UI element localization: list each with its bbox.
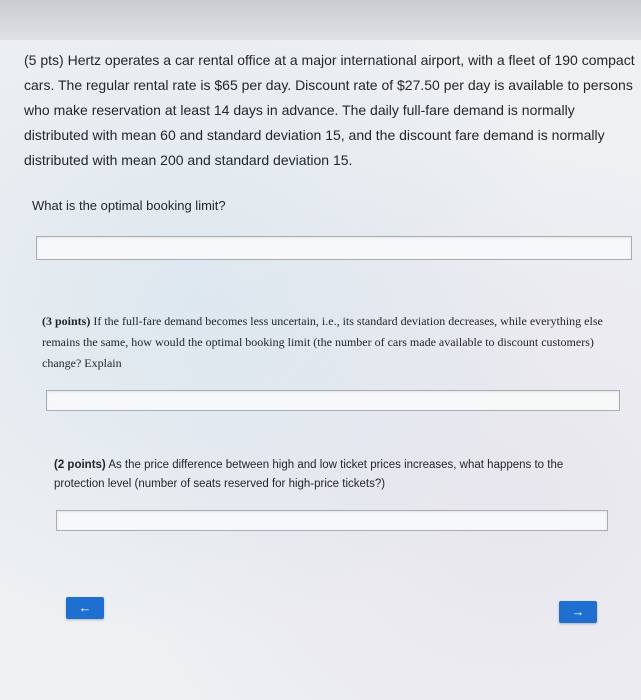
question-1-text — [24, 48, 636, 173]
question-3-answer-field[interactable] — [56, 510, 608, 531]
previous-button[interactable] — [66, 597, 104, 619]
question-1-points: (5 pts) — [24, 52, 64, 68]
question-1-answer-field[interactable] — [36, 236, 632, 260]
question-1-prompt: What is the optimal booking limit? — [32, 198, 226, 213]
question-2-points: (3 points) — [42, 314, 91, 328]
question-3-text — [54, 456, 614, 494]
question-3-body: As the price difference between high and low ticket prices increases, what happens to the protection level (number of seats reserved for high-price tickets?) — [54, 459, 564, 490]
right-arrow-icon: → — [571, 604, 585, 619]
question-1-body: Hertz operates a car rental office at a major international airport, with a fleet of 190 compact cars. The regular rental rate is $65 per day. Discount rate of $27.50 per day is available to persons who make reservation at least 14 days in advance. The daily full-fare demand is normally distributed with mean 60 and standard deviation 15, and the discount fare demand is normally distributed with mean 200 and standard deviation 15. — [24, 52, 635, 168]
next-button[interactable] — [559, 601, 597, 623]
left-arrow-icon: ← — [78, 600, 92, 615]
question-3-points: (2 points) — [54, 459, 106, 471]
screen-bezel — [0, 0, 641, 40]
question-2-body: If the full-fare demand becomes less uncertain, i.e., its standard deviation decreases, while everything else remains the same, how would the optimal booking limit (the number of cars made available to discount customers) change? Explain — [42, 314, 603, 370]
question-2-answer-field[interactable] — [46, 390, 620, 411]
question-2-text — [42, 311, 632, 374]
